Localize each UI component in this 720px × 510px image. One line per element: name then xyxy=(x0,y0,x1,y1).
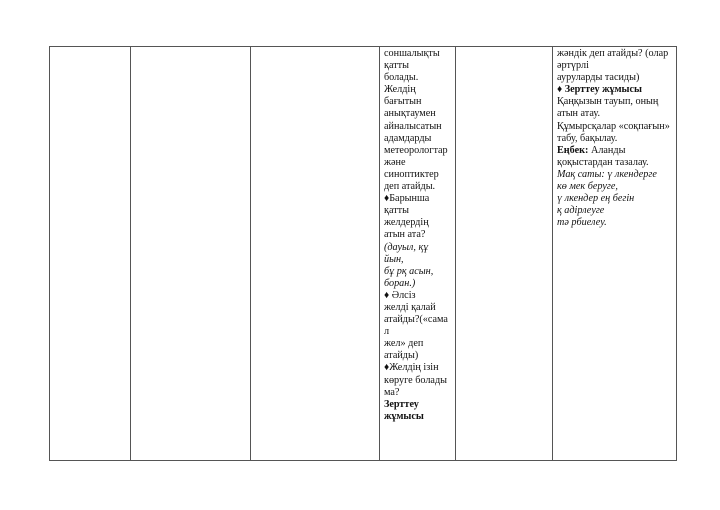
text-line: желді қалай xyxy=(384,301,436,313)
text-line: ауруларды тасиды) xyxy=(557,72,640,84)
text-line: Зерттеу xyxy=(384,398,419,410)
text-line: жәндік деп атайды? (олар xyxy=(557,48,669,59)
text-line: Мақ саты: ү лкендерге xyxy=(557,168,657,180)
table-cell-2 xyxy=(131,47,251,461)
text-line: анықтаумен xyxy=(384,108,436,120)
cell-text-insects xyxy=(553,47,676,229)
text-line: боран.) xyxy=(384,277,416,289)
table-cell-4 xyxy=(380,47,456,461)
text-line: ♦ Зерттеу жұмысы xyxy=(557,84,642,96)
table-cell-1 xyxy=(50,47,131,461)
text-line: ♦Барынша xyxy=(384,193,430,205)
text-line: бағытын xyxy=(384,96,422,108)
text-line: ♦Желдің ізін xyxy=(384,362,439,374)
text-line: бұ рқ асын, xyxy=(384,265,434,277)
text-line: атын ата? xyxy=(384,229,426,241)
cell-text-wind xyxy=(380,47,455,423)
text-line: желдердің xyxy=(384,217,429,229)
text-line: айналысатын xyxy=(384,120,442,132)
text-line: Құмырсқалар «соқпағын» xyxy=(557,120,670,132)
text-line: синоптиктер xyxy=(384,168,439,180)
text-line: көруге болады xyxy=(384,374,447,386)
text-line: адамдарды xyxy=(384,132,432,144)
text-line: болады. xyxy=(384,72,419,84)
text-line: ү лкендер ең бегін xyxy=(557,193,635,205)
table-cell-3 xyxy=(251,47,380,461)
text-line: атайды) xyxy=(384,350,419,362)
text-line: қатты xyxy=(384,60,409,72)
text-line: Желдің xyxy=(384,84,416,96)
text-line xyxy=(557,145,672,157)
text-line: қ адірлеуге xyxy=(557,205,605,217)
text-line: және xyxy=(384,156,406,168)
text-line: атайды?(«сама xyxy=(384,314,448,326)
text-line: әртүрлі xyxy=(557,60,589,72)
table-row xyxy=(50,47,677,461)
text-line: ♦ Әлсіз xyxy=(384,289,416,301)
text-line: табу, бақылау. xyxy=(557,132,618,144)
text-line: қатты xyxy=(384,205,409,217)
text-line: жұмысы xyxy=(384,410,424,422)
text-line: қоқыстардан тазалау. xyxy=(557,156,649,168)
labor-text: Аланды xyxy=(588,144,626,156)
text-line: кө мек беруге, xyxy=(557,181,618,193)
text-line: Қаңқызын тауып, оның xyxy=(557,96,659,108)
text-line: тә рбиелеу. xyxy=(557,217,607,229)
text-line: л xyxy=(384,326,390,338)
text-line: метеорологтар xyxy=(384,144,448,156)
table-cell-6 xyxy=(553,47,677,461)
text-line: жел» деп xyxy=(384,338,424,350)
text-line: йын, xyxy=(384,253,404,265)
lesson-table xyxy=(49,46,677,461)
table-cell-5 xyxy=(456,47,553,461)
labor-label: Еңбек: xyxy=(557,144,589,156)
text-line: соншалықты xyxy=(384,48,440,59)
text-line: (дауыл, құ xyxy=(384,241,429,253)
text-line: деп атайды. xyxy=(384,181,436,193)
text-line: атын атау. xyxy=(557,108,601,120)
text-line: ма? xyxy=(384,386,400,398)
